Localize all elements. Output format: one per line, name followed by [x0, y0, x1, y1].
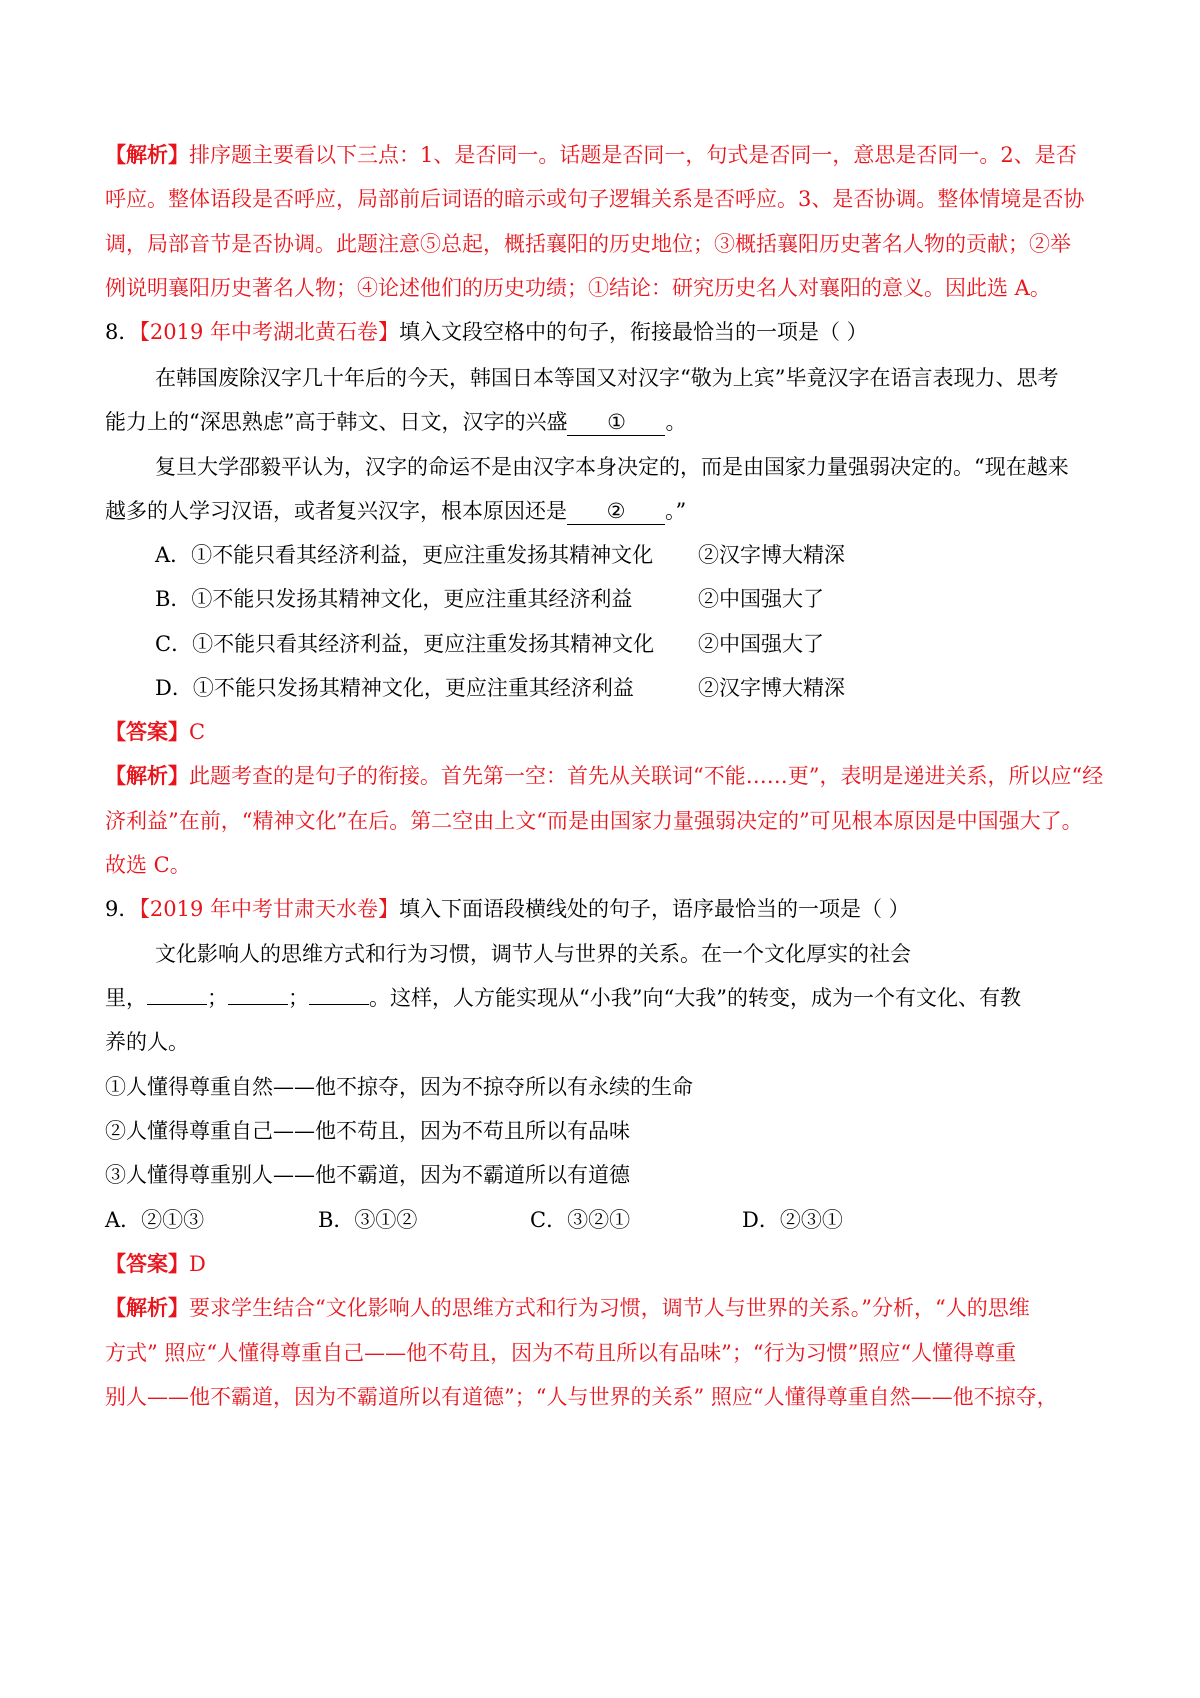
analysis-7-line-2: 呼应。整体语段是否呼应，局部前后词语的暗示或句子逻辑关系是否呼应。3、是否协调。整体情境是否协	[105, 187, 1085, 211]
q9-passage-line-1: 文化影响人的思维方式和行为习惯，调节人与世界的关系。在一个文化厚实的社会	[155, 942, 911, 966]
q8-passage-2-line-2: 越多的人学习汉语，或者复兴汉字，根本原因还是 ② 。”	[105, 499, 687, 523]
q9-option-b: B．③①②	[318, 1208, 418, 1232]
question-number: 9．	[105, 897, 140, 921]
q8-analysis-line-3: 故选 C。	[105, 853, 191, 877]
q8-passage-2-line-1: 复旦大学邵毅平认为，汉字的命运不是由汉字本身决定的，而是由国家力量强弱决定的。“现在越来	[155, 455, 1069, 479]
analysis-tag: 【解析】	[105, 142, 189, 167]
blank-1	[147, 1004, 207, 1005]
q9-item-1: ①人懂得尊重自然——他不掠夺，因为不掠夺所以有永续的生命	[105, 1075, 693, 1099]
q8-option-b: B．①不能只发扬其精神文化，更应注重其经济利益 ②中国强大了	[155, 587, 824, 611]
q9-passage-line-2: 里， ； ； 。这样，人方能实现从“小我”向“大我”的转变，成为一个有文化、有教	[105, 986, 1021, 1010]
analysis-7-line-4: 例说明襄阳历史著名人物；④论述他们的历史功绩；①结论：研究历史名人对襄阳的意义。因此选 A。	[105, 276, 1051, 300]
question-stem: 填入文段空格中的句子，衔接最恰当的一项是（ ）	[399, 320, 868, 344]
q9-option-a: A．②①③	[105, 1208, 205, 1232]
q9-option-d: D．②③①	[742, 1208, 843, 1232]
q9-option-c: C．③②①	[530, 1208, 631, 1232]
question-8-header	[105, 317, 868, 347]
question-9-header	[105, 894, 910, 924]
blank-1: ①	[567, 409, 665, 436]
question-number: 8．	[105, 320, 140, 344]
q9-item-3: ③人懂得尊重别人——他不霸道，因为不霸道所以有道德	[105, 1163, 630, 1187]
q8-passage-1-line-2: 能力上的“深思熟虑”高于韩文、日文，汉字的兴盛 ① 。	[105, 410, 687, 434]
q9-analysis-line-2: 方式” 照应“人懂得尊重自己——他不苟且，因为不苟且所以有品味”；“行为习惯”照应“人懂得尊重	[105, 1341, 1017, 1365]
q8-analysis-line-1: 【解析】此题考查的是句子的衔接。首先第一空：首先从关联词“不能……更”，表明是递进关系，所以应“经	[105, 763, 1104, 788]
q9-analysis-line-3: 别人——他不霸道，因为不霸道所以有道德”；“人与世界的关系” 照应“人懂得尊重自然——他不掠夺，	[105, 1385, 1058, 1409]
blank-3	[309, 1004, 369, 1005]
blank-2: ②	[567, 498, 665, 525]
q8-analysis-line-2: 济利益”在前，“精神文化”在后。第二空由上文“而是由国家力量强弱决定的”可见根本原因是中国强大了。	[105, 809, 1083, 833]
question-source: 【2019 年中考甘肃天水卷】	[139, 897, 399, 921]
q8-option-d: D．①不能只发扬其精神文化，更应注重其经济利益 ②汉字博大精深	[155, 676, 845, 700]
question-stem: 填入下面语段横线处的句子，语序最恰当的一项是（ ）	[399, 897, 910, 921]
q9-item-2: ②人懂得尊重自己——他不苟且，因为不苟且所以有品味	[105, 1119, 630, 1143]
q8-option-c: C．①不能只看其经济利益，更应注重发扬其精神文化 ②中国强大了	[155, 632, 824, 656]
q8-answer: 【答案】C	[105, 719, 206, 744]
q9-passage-line-3: 养的人。	[105, 1030, 189, 1054]
question-source: 【2019 年中考湖北黄石卷】	[139, 320, 399, 344]
analysis-7-line-3: 调，局部音节是否协调。此题注意⑤总起，概括襄阳的历史地位；③概括襄阳历史著名人物的贡献；②举	[105, 232, 1071, 256]
q9-answer: 【答案】D	[105, 1251, 206, 1276]
q8-passage-1-line-1: 在韩国废除汉字几十年后的今天，韩国日本等国又对汉字“敬为上宾”毕竟汉字在语言表现力、思考	[155, 366, 1059, 390]
q9-analysis-line-1: 【解析】要求学生结合“文化影响人的思维方式和行为习惯，调节人与世界的关系。”分析，“人的思维	[105, 1295, 1030, 1320]
blank-2	[228, 1004, 288, 1005]
q8-option-a: A．①不能只看其经济利益，更应注重发扬其精神文化 ②汉字博大精深	[155, 543, 845, 567]
analysis-7-line-1: 【解析】排序题主要看以下三点：1、是否同一。话题是否同一，句式是否同一，意思是否同一。2、是否	[105, 142, 1077, 167]
